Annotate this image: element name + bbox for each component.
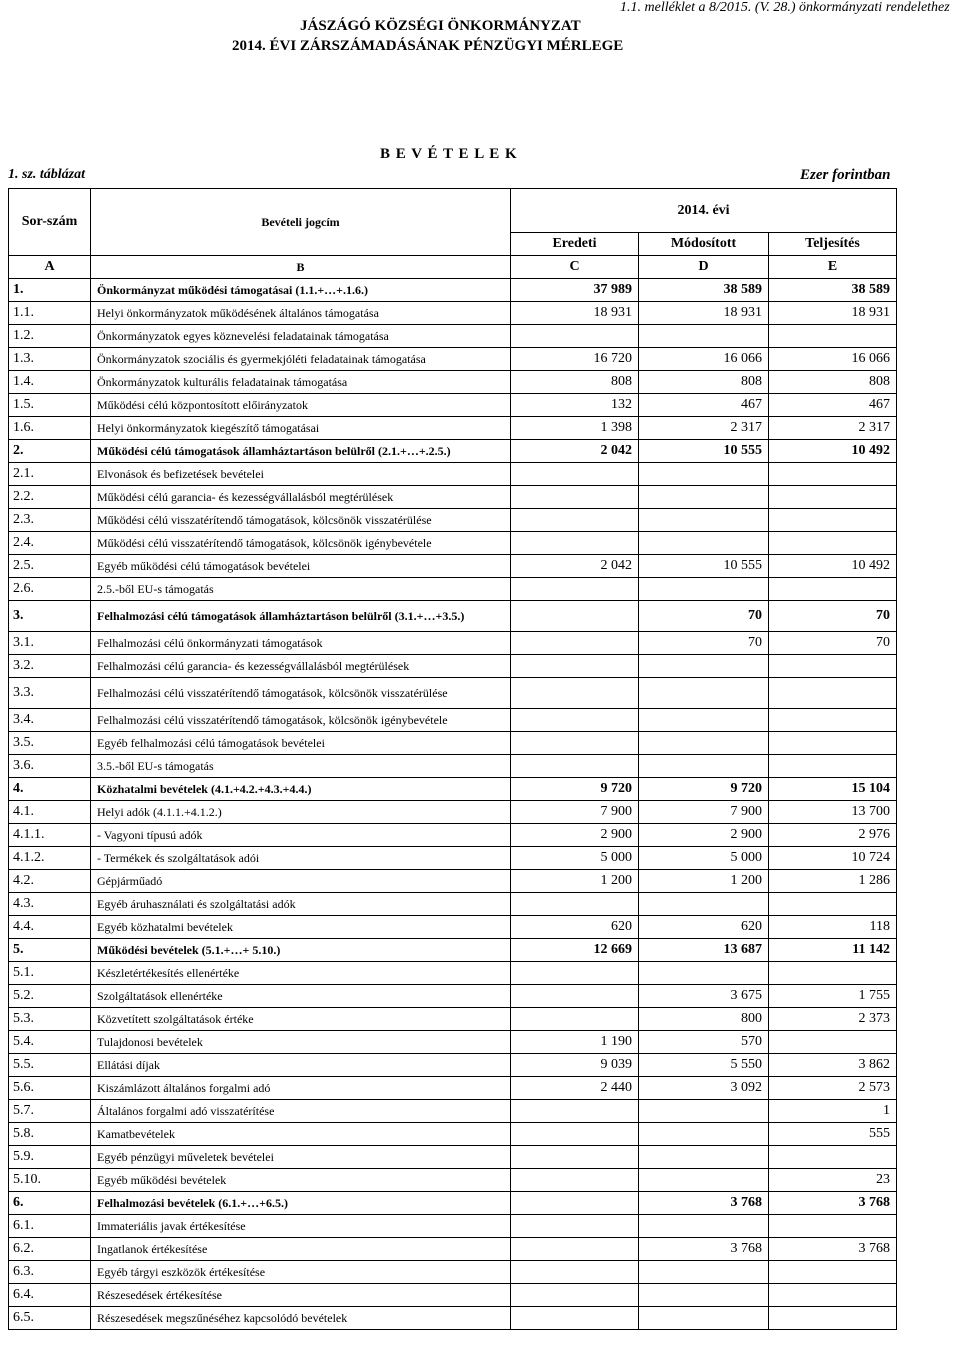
value-teljesites: 23 bbox=[769, 1169, 897, 1192]
row-number: 5.1. bbox=[9, 962, 91, 985]
value-teljesites: 3 768 bbox=[769, 1238, 897, 1261]
row-label: Részesedések értékesítése bbox=[91, 1284, 511, 1307]
value-modositott: 5 000 bbox=[639, 847, 769, 870]
table-row bbox=[9, 1192, 897, 1215]
row-number: 5.10. bbox=[9, 1169, 91, 1192]
value-eredeti: 808 bbox=[511, 371, 639, 394]
row-number: 2.5. bbox=[9, 555, 91, 578]
table-row bbox=[9, 1307, 897, 1330]
value-modositott bbox=[639, 1215, 769, 1238]
row-label: 3.5.-ből EU-s támogatás bbox=[91, 755, 511, 778]
row-number: 1.5. bbox=[9, 394, 91, 417]
value-eredeti: 2 042 bbox=[511, 440, 639, 463]
table-row bbox=[9, 1100, 897, 1123]
value-eredeti bbox=[511, 601, 639, 632]
row-number: 3.6. bbox=[9, 755, 91, 778]
row-label: Elvonások és befizetések bevételei bbox=[91, 463, 511, 486]
row-label: Önkormányzatok kulturális feladatainak támogatása bbox=[91, 371, 511, 394]
row-number: 2.6. bbox=[9, 578, 91, 601]
value-eredeti: 1 190 bbox=[511, 1031, 639, 1054]
value-eredeti: 16 720 bbox=[511, 348, 639, 371]
value-eredeti bbox=[511, 985, 639, 1008]
value-teljesites bbox=[769, 1215, 897, 1238]
value-teljesites: 808 bbox=[769, 371, 897, 394]
value-eredeti: 132 bbox=[511, 394, 639, 417]
value-teljesites bbox=[769, 578, 897, 601]
table-row bbox=[9, 463, 897, 486]
row-label: Működési célú visszatérítendő támogatások, kölcsönök visszatérülése bbox=[91, 509, 511, 532]
row-label: Gépjárműadó bbox=[91, 870, 511, 893]
value-eredeti bbox=[511, 1215, 639, 1238]
row-label: Immateriális javak értékesítése bbox=[91, 1215, 511, 1238]
value-teljesites bbox=[769, 1146, 897, 1169]
value-eredeti: 2 900 bbox=[511, 824, 639, 847]
value-teljesites: 1 286 bbox=[769, 870, 897, 893]
row-number: 3.5. bbox=[9, 732, 91, 755]
value-modositott bbox=[639, 1169, 769, 1192]
organization-name: JÁSZÁGÓ KÖZSÉGI ÖNKORMÁNYZAT bbox=[300, 18, 581, 34]
value-modositott: 467 bbox=[639, 394, 769, 417]
row-label: - Termékek és szolgáltatások adói bbox=[91, 847, 511, 870]
value-teljesites: 2 317 bbox=[769, 417, 897, 440]
value-eredeti: 2 440 bbox=[511, 1077, 639, 1100]
value-modositott: 18 931 bbox=[639, 302, 769, 325]
value-teljesites bbox=[769, 655, 897, 678]
value-eredeti bbox=[511, 755, 639, 778]
row-number: 1.2. bbox=[9, 325, 91, 348]
value-eredeti bbox=[511, 1100, 639, 1123]
value-modositott: 13 687 bbox=[639, 939, 769, 962]
section-title: B E V É T E L E K bbox=[380, 146, 518, 162]
row-number: 1.3. bbox=[9, 348, 91, 371]
table-row bbox=[9, 732, 897, 755]
value-teljesites: 10 492 bbox=[769, 555, 897, 578]
header-modositott: Módosított bbox=[639, 233, 769, 256]
row-label: Helyi önkormányzatok működésének általános támogatása bbox=[91, 302, 511, 325]
table-number: 1. sz. táblázat bbox=[8, 167, 86, 182]
row-number: 3.3. bbox=[9, 678, 91, 709]
row-number: 4. bbox=[9, 778, 91, 801]
value-eredeti bbox=[511, 1146, 639, 1169]
table-row bbox=[9, 801, 897, 824]
value-teljesites: 3 862 bbox=[769, 1054, 897, 1077]
value-eredeti bbox=[511, 486, 639, 509]
table-row bbox=[9, 279, 897, 302]
header-code-e: E bbox=[769, 256, 897, 279]
header-eredeti: Eredeti bbox=[511, 233, 639, 256]
currency-unit: Ezer forintban bbox=[800, 167, 891, 183]
row-label: Működési célú garancia- és kezességvállalásból megtérülések bbox=[91, 486, 511, 509]
value-teljesites: 2 573 bbox=[769, 1077, 897, 1100]
row-label: Helyi önkormányzatok kiegészítő támogatásai bbox=[91, 417, 511, 440]
row-number: 1.6. bbox=[9, 417, 91, 440]
value-modositott: 10 555 bbox=[639, 440, 769, 463]
row-label: Helyi adók (4.1.1.+4.1.2.) bbox=[91, 801, 511, 824]
row-number: 5.4. bbox=[9, 1031, 91, 1054]
row-label: Szolgáltatások ellenértéke bbox=[91, 985, 511, 1008]
row-label: Tulajdonosi bevételek bbox=[91, 1031, 511, 1054]
value-eredeti bbox=[511, 1123, 639, 1146]
value-teljesites bbox=[769, 709, 897, 732]
value-eredeti bbox=[511, 1008, 639, 1031]
value-eredeti: 5 000 bbox=[511, 847, 639, 870]
value-teljesites: 16 066 bbox=[769, 348, 897, 371]
value-modositott bbox=[639, 1123, 769, 1146]
table-row bbox=[9, 916, 897, 939]
value-teljesites bbox=[769, 509, 897, 532]
value-eredeti bbox=[511, 1238, 639, 1261]
value-modositott: 570 bbox=[639, 1031, 769, 1054]
value-eredeti: 7 900 bbox=[511, 801, 639, 824]
row-label: Egyéb közhatalmi bevételek bbox=[91, 916, 511, 939]
value-modositott bbox=[639, 486, 769, 509]
row-label: Egyéb áruhasználati és szolgáltatási adók bbox=[91, 893, 511, 916]
row-label: Kamatbevételek bbox=[91, 1123, 511, 1146]
value-modositott bbox=[639, 1284, 769, 1307]
value-modositott: 5 550 bbox=[639, 1054, 769, 1077]
header-year: 2014. évi bbox=[511, 189, 897, 233]
value-teljesites bbox=[769, 1261, 897, 1284]
row-number: 5.7. bbox=[9, 1100, 91, 1123]
value-modositott bbox=[639, 463, 769, 486]
value-teljesites: 18 931 bbox=[769, 302, 897, 325]
value-modositott bbox=[639, 709, 769, 732]
value-teljesites: 118 bbox=[769, 916, 897, 939]
value-eredeti bbox=[511, 632, 639, 655]
value-teljesites: 13 700 bbox=[769, 801, 897, 824]
table-row bbox=[9, 578, 897, 601]
value-modositott: 2 900 bbox=[639, 824, 769, 847]
row-label: Felhalmozási célú támogatások államháztartáson belülről (3.1.+…+3.5.) bbox=[91, 601, 511, 632]
value-modositott bbox=[639, 532, 769, 555]
row-label: Működési célú központosított előirányzatok bbox=[91, 394, 511, 417]
value-modositott: 3 768 bbox=[639, 1238, 769, 1261]
value-eredeti: 1 398 bbox=[511, 417, 639, 440]
row-number: 4.3. bbox=[9, 893, 91, 916]
value-modositott bbox=[639, 578, 769, 601]
row-number: 5.6. bbox=[9, 1077, 91, 1100]
value-teljesites: 11 142 bbox=[769, 939, 897, 962]
table-row bbox=[9, 1238, 897, 1261]
table-row bbox=[9, 755, 897, 778]
value-modositott: 70 bbox=[639, 632, 769, 655]
row-number: 2.4. bbox=[9, 532, 91, 555]
row-label: Kiszámlázott általános forgalmi adó bbox=[91, 1077, 511, 1100]
table-row bbox=[9, 532, 897, 555]
table-row bbox=[9, 1077, 897, 1100]
table-row bbox=[9, 1215, 897, 1238]
value-teljesites: 70 bbox=[769, 601, 897, 632]
value-eredeti bbox=[511, 1192, 639, 1215]
row-label: Közvetített szolgáltatások értéke bbox=[91, 1008, 511, 1031]
value-teljesites: 10 724 bbox=[769, 847, 897, 870]
row-number: 5.2. bbox=[9, 985, 91, 1008]
value-eredeti bbox=[511, 509, 639, 532]
row-number: 3.4. bbox=[9, 709, 91, 732]
row-number: 4.1.1. bbox=[9, 824, 91, 847]
table-row bbox=[9, 486, 897, 509]
value-eredeti bbox=[511, 709, 639, 732]
row-label: Önkormányzat működési támogatásai (1.1.+…+.1.6.) bbox=[91, 279, 511, 302]
value-teljesites: 467 bbox=[769, 394, 897, 417]
value-teljesites: 38 589 bbox=[769, 279, 897, 302]
value-teljesites: 1 755 bbox=[769, 985, 897, 1008]
value-modositott: 3 092 bbox=[639, 1077, 769, 1100]
row-number: 6.2. bbox=[9, 1238, 91, 1261]
row-label: Felhalmozási célú visszatérítendő támogatások, kölcsönök visszatérülése bbox=[91, 678, 511, 709]
value-eredeti: 37 989 bbox=[511, 279, 639, 302]
value-modositott bbox=[639, 509, 769, 532]
table-row bbox=[9, 302, 897, 325]
table-row bbox=[9, 1261, 897, 1284]
value-modositott bbox=[639, 655, 769, 678]
row-number: 6.1. bbox=[9, 1215, 91, 1238]
row-label: Részesedések megszűnéséhez kapcsolódó bevételek bbox=[91, 1307, 511, 1330]
row-number: 1.4. bbox=[9, 371, 91, 394]
header-sorszam: Sor-szám bbox=[9, 189, 91, 256]
row-number: 3.1. bbox=[9, 632, 91, 655]
value-eredeti: 2 042 bbox=[511, 555, 639, 578]
row-number: 6.4. bbox=[9, 1284, 91, 1307]
row-label: Egyéb tárgyi eszközök értékesítése bbox=[91, 1261, 511, 1284]
row-number: 5.5. bbox=[9, 1054, 91, 1077]
header-code-d: D bbox=[639, 256, 769, 279]
value-modositott: 38 589 bbox=[639, 279, 769, 302]
row-number: 2.1. bbox=[9, 463, 91, 486]
value-modositott: 9 720 bbox=[639, 778, 769, 801]
value-teljesites: 2 976 bbox=[769, 824, 897, 847]
value-eredeti bbox=[511, 732, 639, 755]
row-number: 2.3. bbox=[9, 509, 91, 532]
row-label: Egyéb működési bevételek bbox=[91, 1169, 511, 1192]
row-label: Önkormányzatok szociális és gyermekjóléti feladatainak támogatása bbox=[91, 348, 511, 371]
row-number: 5.8. bbox=[9, 1123, 91, 1146]
row-number: 6.3. bbox=[9, 1261, 91, 1284]
annex-reference: 1.1. melléklet a 8/2015. (V. 28.) önkormányzati rendelethez bbox=[620, 0, 950, 15]
row-number: 6. bbox=[9, 1192, 91, 1215]
table-row bbox=[9, 1123, 897, 1146]
value-modositott bbox=[639, 1146, 769, 1169]
value-teljesites: 555 bbox=[769, 1123, 897, 1146]
header-code-c: C bbox=[511, 256, 639, 279]
row-number: 1.1. bbox=[9, 302, 91, 325]
value-teljesites: 70 bbox=[769, 632, 897, 655]
value-modositott: 808 bbox=[639, 371, 769, 394]
value-teljesites bbox=[769, 1031, 897, 1054]
row-number: 3.2. bbox=[9, 655, 91, 678]
value-eredeti bbox=[511, 578, 639, 601]
value-modositott bbox=[639, 678, 769, 709]
row-number: 1. bbox=[9, 279, 91, 302]
row-label: Működési célú támogatások államháztartáson belülről (2.1.+…+.2.5.) bbox=[91, 440, 511, 463]
table-row bbox=[9, 1284, 897, 1307]
value-teljesites bbox=[769, 893, 897, 916]
row-label: Közhatalmi bevételek (4.1.+4.2.+4.3.+4.4.) bbox=[91, 778, 511, 801]
table-row bbox=[9, 1169, 897, 1192]
row-label: 2.5.-ből EU-s támogatás bbox=[91, 578, 511, 601]
value-eredeti: 18 931 bbox=[511, 302, 639, 325]
value-modositott bbox=[639, 1100, 769, 1123]
table-row bbox=[9, 709, 897, 732]
header-code-a: A bbox=[9, 256, 91, 279]
value-eredeti bbox=[511, 893, 639, 916]
row-number: 5. bbox=[9, 939, 91, 962]
table-row bbox=[9, 632, 897, 655]
row-label: Felhalmozási célú önkormányzati támogatások bbox=[91, 632, 511, 655]
value-teljesites bbox=[769, 486, 897, 509]
table-row bbox=[9, 1008, 897, 1031]
header-teljesites: Teljesítés bbox=[769, 233, 897, 256]
table-row bbox=[9, 417, 897, 440]
row-number: 4.4. bbox=[9, 916, 91, 939]
row-label: Ingatlanok értékesítése bbox=[91, 1238, 511, 1261]
table-row bbox=[9, 985, 897, 1008]
value-modositott: 2 317 bbox=[639, 417, 769, 440]
row-label: Egyéb működési célú támogatások bevételei bbox=[91, 555, 511, 578]
row-label: Működési bevételek (5.1.+…+ 5.10.) bbox=[91, 939, 511, 962]
header-jogcim: Bevételi jogcím bbox=[91, 189, 511, 256]
value-eredeti bbox=[511, 655, 639, 678]
value-eredeti bbox=[511, 962, 639, 985]
revenue-table bbox=[8, 188, 897, 1330]
value-teljesites bbox=[769, 532, 897, 555]
value-teljesites: 15 104 bbox=[769, 778, 897, 801]
value-teljesites bbox=[769, 325, 897, 348]
header-code-b: B bbox=[91, 256, 511, 279]
row-label: Működési célú visszatérítendő támogatások, kölcsönök igénybevétele bbox=[91, 532, 511, 555]
table-row bbox=[9, 655, 897, 678]
value-eredeti bbox=[511, 1261, 639, 1284]
row-label: - Vagyoni típusú adók bbox=[91, 824, 511, 847]
value-modositott: 800 bbox=[639, 1008, 769, 1031]
value-modositott: 10 555 bbox=[639, 555, 769, 578]
row-number: 3. bbox=[9, 601, 91, 632]
value-eredeti bbox=[511, 463, 639, 486]
table-row bbox=[9, 509, 897, 532]
value-teljesites bbox=[769, 962, 897, 985]
row-label: Felhalmozási bevételek (6.1.+…+6.5.) bbox=[91, 1192, 511, 1215]
row-number: 4.2. bbox=[9, 870, 91, 893]
value-modositott: 3 768 bbox=[639, 1192, 769, 1215]
table-row bbox=[9, 1146, 897, 1169]
table-row bbox=[9, 371, 897, 394]
row-label: Egyéb felhalmozási célú támogatások bevételei bbox=[91, 732, 511, 755]
table-row bbox=[9, 555, 897, 578]
value-eredeti: 9 720 bbox=[511, 778, 639, 801]
row-number: 2.2. bbox=[9, 486, 91, 509]
value-modositott bbox=[639, 755, 769, 778]
table-row bbox=[9, 348, 897, 371]
row-number: 2. bbox=[9, 440, 91, 463]
value-eredeti: 12 669 bbox=[511, 939, 639, 962]
value-modositott: 7 900 bbox=[639, 801, 769, 824]
table-row bbox=[9, 962, 897, 985]
value-modositott: 16 066 bbox=[639, 348, 769, 371]
row-label: Egyéb pénzügyi műveletek bevételei bbox=[91, 1146, 511, 1169]
value-modositott bbox=[639, 962, 769, 985]
value-teljesites bbox=[769, 732, 897, 755]
row-label: Készletértékesítés ellenértéke bbox=[91, 962, 511, 985]
value-eredeti bbox=[511, 678, 639, 709]
value-eredeti bbox=[511, 532, 639, 555]
document-title: 2014. ÉVI ZÁRSZÁMADÁSÁNAK PÉNZÜGYI MÉRLEGE bbox=[232, 38, 624, 54]
value-teljesites: 1 bbox=[769, 1100, 897, 1123]
row-label: Ellátási díjak bbox=[91, 1054, 511, 1077]
value-modositott: 1 200 bbox=[639, 870, 769, 893]
value-eredeti: 620 bbox=[511, 916, 639, 939]
value-eredeti bbox=[511, 1169, 639, 1192]
table-row bbox=[9, 893, 897, 916]
table-row bbox=[9, 824, 897, 847]
value-teljesites: 10 492 bbox=[769, 440, 897, 463]
value-modositott bbox=[639, 732, 769, 755]
table-row bbox=[9, 778, 897, 801]
row-number: 4.1.2. bbox=[9, 847, 91, 870]
value-modositott bbox=[639, 1307, 769, 1330]
row-number: 5.9. bbox=[9, 1146, 91, 1169]
value-teljesites: 3 768 bbox=[769, 1192, 897, 1215]
value-teljesites: 2 373 bbox=[769, 1008, 897, 1031]
table-row bbox=[9, 870, 897, 893]
value-modositott bbox=[639, 325, 769, 348]
table-row bbox=[9, 678, 897, 709]
row-label: Felhalmozási célú garancia- és kezességvállalásból megtérülések bbox=[91, 655, 511, 678]
table-row bbox=[9, 394, 897, 417]
table-row bbox=[9, 601, 897, 632]
value-teljesites bbox=[769, 678, 897, 709]
value-teljesites bbox=[769, 463, 897, 486]
row-label: Felhalmozási célú visszatérítendő támogatások, kölcsönök igénybevétele bbox=[91, 709, 511, 732]
table-row bbox=[9, 325, 897, 348]
table-row bbox=[9, 1031, 897, 1054]
row-number: 5.3. bbox=[9, 1008, 91, 1031]
row-number: 4.1. bbox=[9, 801, 91, 824]
value-eredeti: 9 039 bbox=[511, 1054, 639, 1077]
table-row bbox=[9, 939, 897, 962]
value-eredeti: 1 200 bbox=[511, 870, 639, 893]
row-number: 6.5. bbox=[9, 1307, 91, 1330]
value-eredeti bbox=[511, 1307, 639, 1330]
value-modositott: 70 bbox=[639, 601, 769, 632]
value-teljesites bbox=[769, 755, 897, 778]
value-teljesites bbox=[769, 1284, 897, 1307]
value-eredeti bbox=[511, 325, 639, 348]
value-teljesites bbox=[769, 1307, 897, 1330]
row-label: Általános forgalmi adó visszatérítése bbox=[91, 1100, 511, 1123]
value-modositott bbox=[639, 893, 769, 916]
table-row bbox=[9, 847, 897, 870]
value-modositott bbox=[639, 1261, 769, 1284]
row-label: Önkormányzatok egyes köznevelési feladatainak támogatása bbox=[91, 325, 511, 348]
table-row bbox=[9, 1054, 897, 1077]
table-row bbox=[9, 440, 897, 463]
value-modositott: 3 675 bbox=[639, 985, 769, 1008]
value-modositott: 620 bbox=[639, 916, 769, 939]
value-eredeti bbox=[511, 1284, 639, 1307]
